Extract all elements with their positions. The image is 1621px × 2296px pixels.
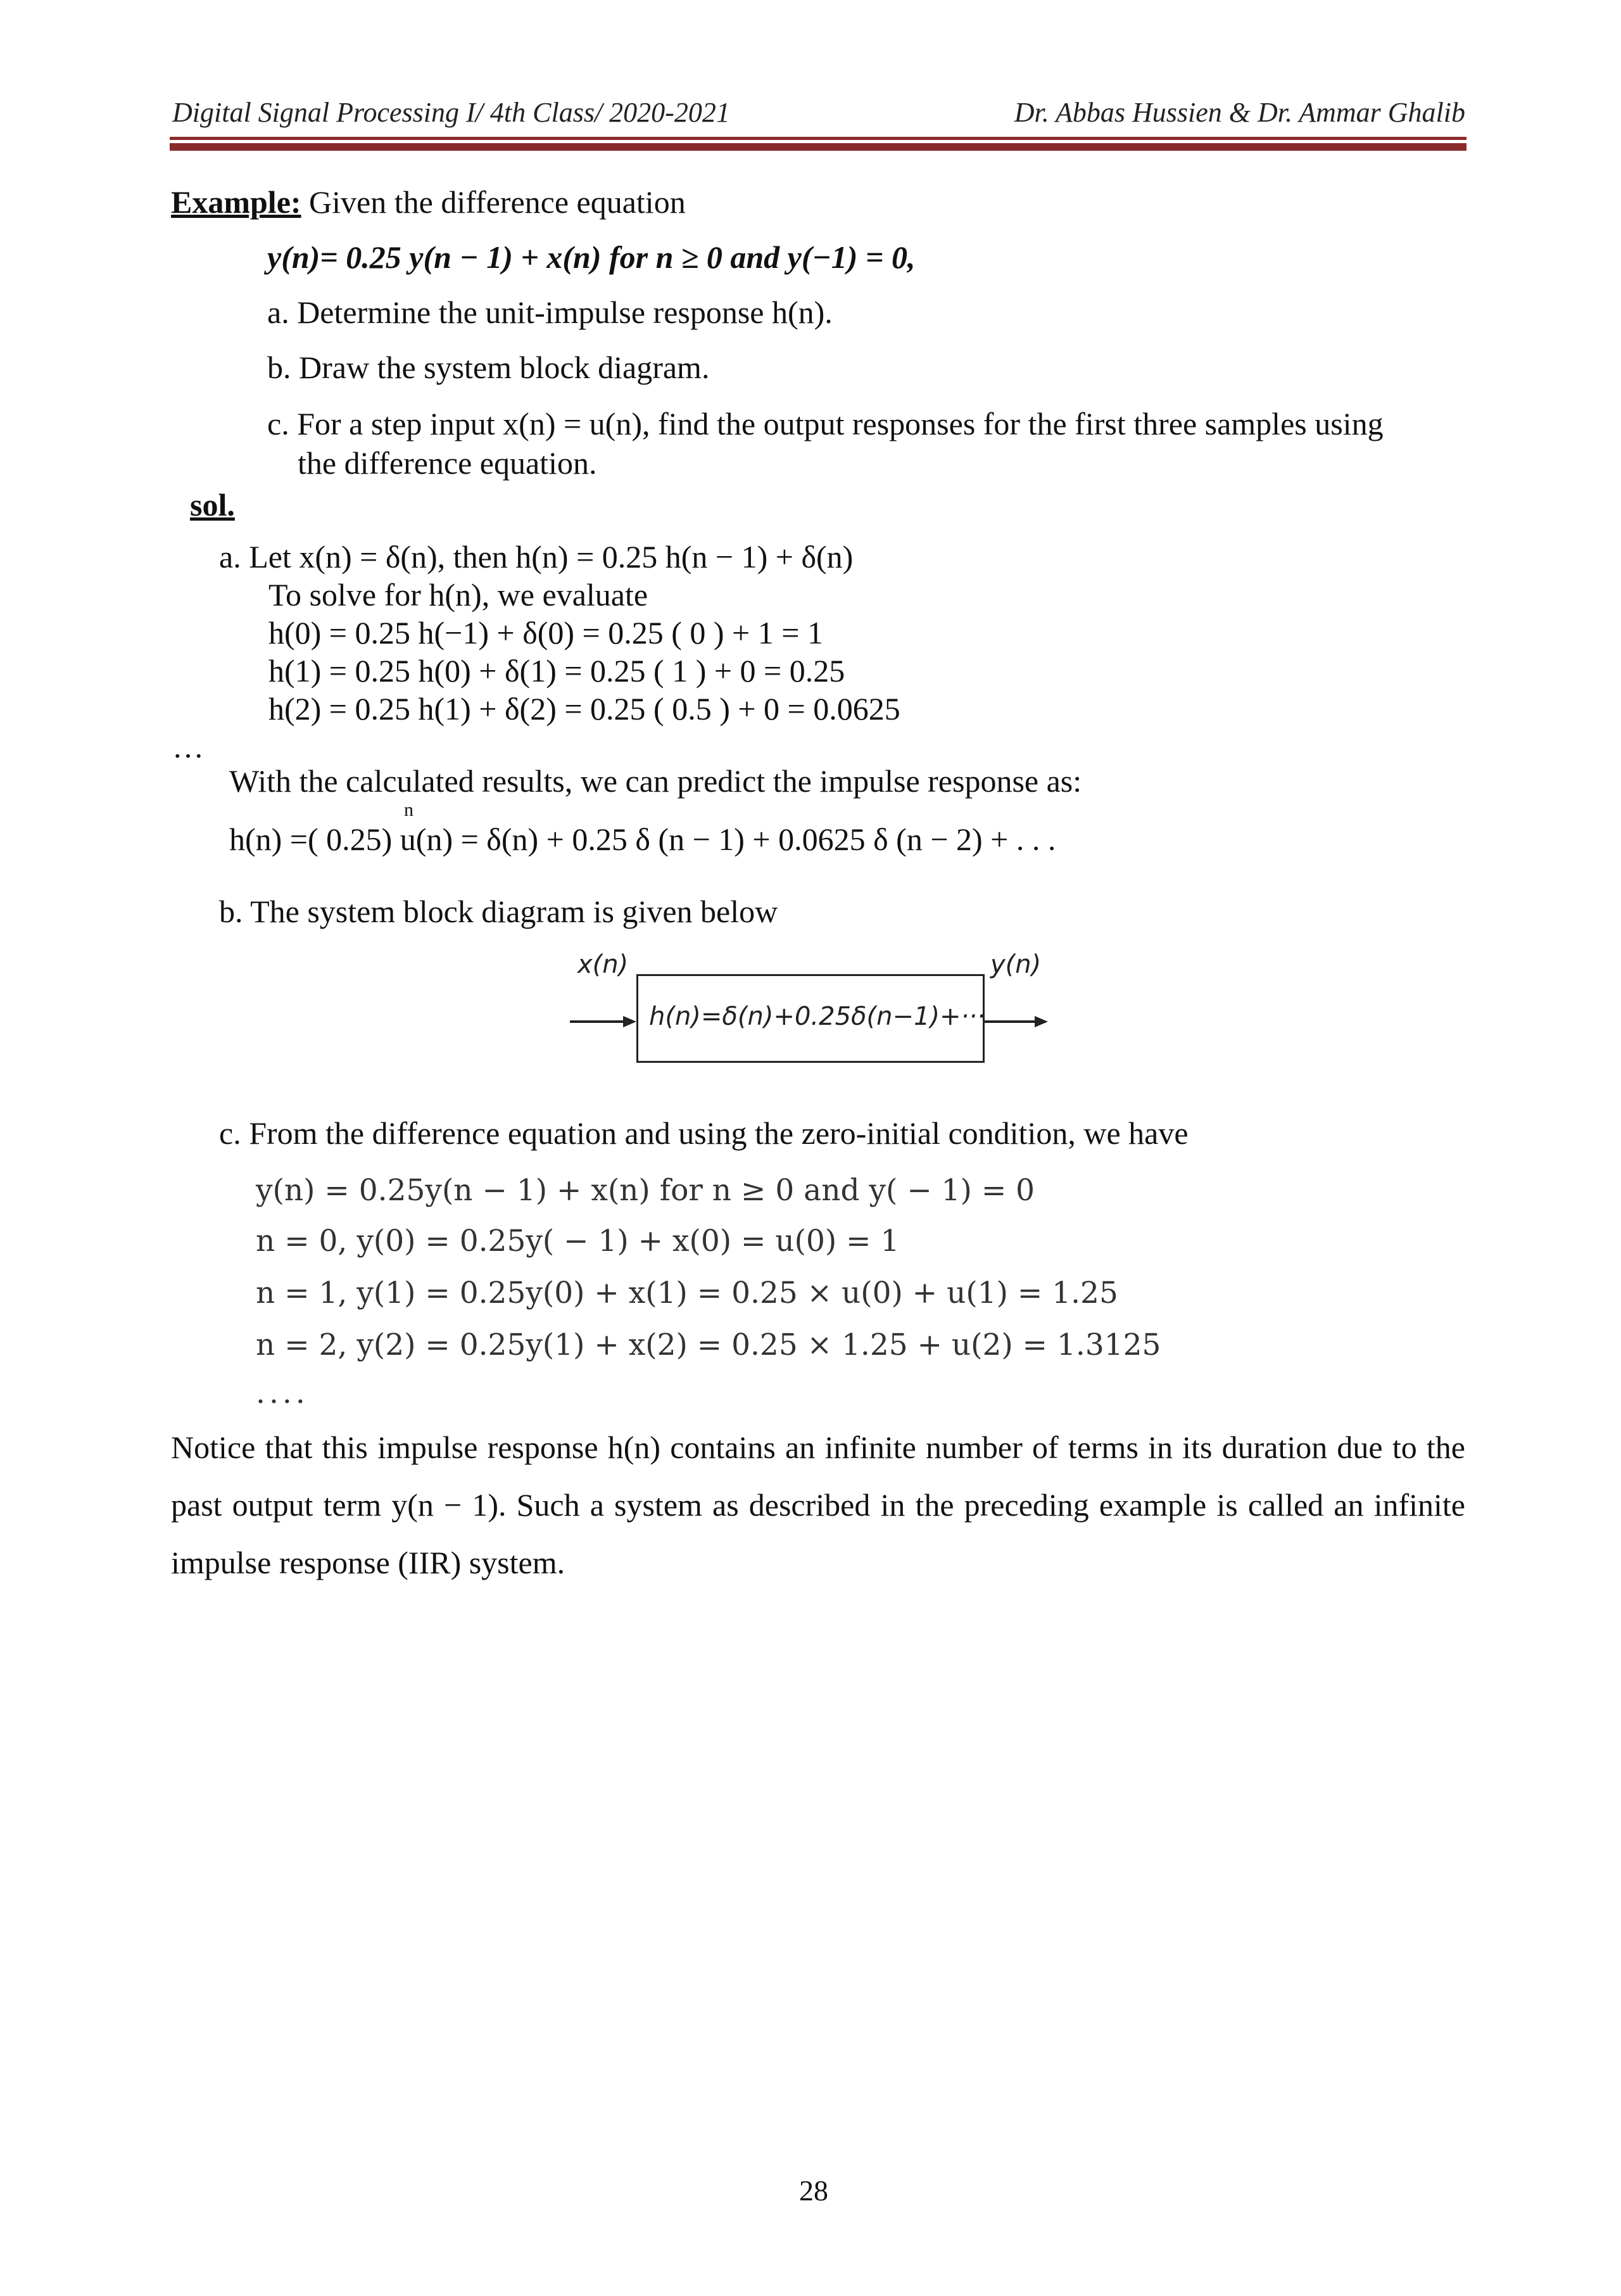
example-item-a: a. Determine the unit-impulse response h(n). xyxy=(267,295,833,330)
part-a-ellipsis: … xyxy=(172,729,204,764)
part-a-line4: h(1) = 0.25 h(0) + δ(1) = 0.25 ( 1 ) + 0 = 0.25 xyxy=(268,653,845,688)
part-a-predict: With the calculated results, we can predict the impulse response as: xyxy=(229,763,1082,799)
part-c-eq4: n = 2, y(2) = 0.25y(1) + x(2) = 0.25 × 1.25 + u(2) = 1.3125 xyxy=(256,1328,1161,1362)
header-left: Digital Signal Processing I/ 4th Class/ 2020-2021 xyxy=(172,97,730,128)
header-right: Dr. Abbas Hussien & Dr. Ammar Ghalib xyxy=(1014,97,1465,128)
part-a-line3: h(0) = 0.25 h(−1) + δ(0) = 0.25 ( 0 ) + 1 = 1 xyxy=(268,615,823,650)
part-c-eq2: n = 0, y(0) = 0.25y( − 1) + x(0) = u(0) = 1 xyxy=(256,1224,900,1259)
example-item-c-line1: c. For a step input x(n) = u(n), find the output responses for the first three samples using xyxy=(267,406,1384,441)
output-label: y(n) xyxy=(990,950,1042,979)
block-diagram xyxy=(557,950,1064,1077)
impulse-response-expansion: h(n) =( 0.25) u(n) = δ(n) + 0.25 δ (n − 1) + 0.0625 δ (n − 2) + . . . xyxy=(229,821,1056,857)
input-arrowhead xyxy=(623,1016,636,1027)
part-a-line5: h(2) = 0.25 h(1) + δ(2) = 0.25 ( 0.5 ) + 0 = 0.0625 xyxy=(268,691,900,726)
page-number: 28 xyxy=(799,2174,828,2207)
solution-label: sol. xyxy=(190,487,235,523)
part-c-dots: .... xyxy=(256,1376,309,1411)
output-arrowhead xyxy=(1035,1016,1048,1027)
example-equation: y(n)= 0.25 y(n − 1) + x(n) for n ≥ 0 and y(−1) = 0, xyxy=(267,239,916,275)
example-label: Example: xyxy=(171,184,301,220)
example-intro-line xyxy=(171,184,686,220)
input-label: x(n) xyxy=(577,950,629,979)
part-b-text: b. The system block diagram is given below xyxy=(219,894,778,929)
part-a-line1: a. Let x(n) = δ(n), then h(n) = 0.25 h(n − 1) + δ(n) xyxy=(219,539,854,574)
impulse-exponent: n xyxy=(404,799,413,820)
header-rule-thick xyxy=(170,143,1466,151)
part-c-eq3: n = 1, y(1) = 0.25y(0) + x(1) = 0.25 × u(0) + u(1) = 1.25 xyxy=(256,1276,1118,1310)
system-block-label: h(n)=δ(n)+0.25δ(n−1)+··· xyxy=(649,1002,985,1031)
part-c-text: c. From the difference equation and using the zero-initial condition, we have xyxy=(219,1115,1189,1151)
example-item-c-line2: the difference equation. xyxy=(298,445,597,481)
example-item-b: b. Draw the system block diagram. xyxy=(267,350,710,385)
part-a-line2: To solve for h(n), we evaluate xyxy=(268,577,648,612)
notice-paragraph: Notice that this impulse response h(n) contains an infinite number of terms in its duration due to the past output term y(n − 1). Such a system as described in the preceding example is called an infinite impulse response (IIR) system. xyxy=(171,1430,1465,1580)
part-c-eq1: y(n) = 0.25y(n − 1) + x(n) for n ≥ 0 and y( − 1) = 0 xyxy=(256,1173,1035,1208)
example-intro: Given the difference equation xyxy=(301,184,686,220)
header-rule-thin xyxy=(170,137,1466,140)
